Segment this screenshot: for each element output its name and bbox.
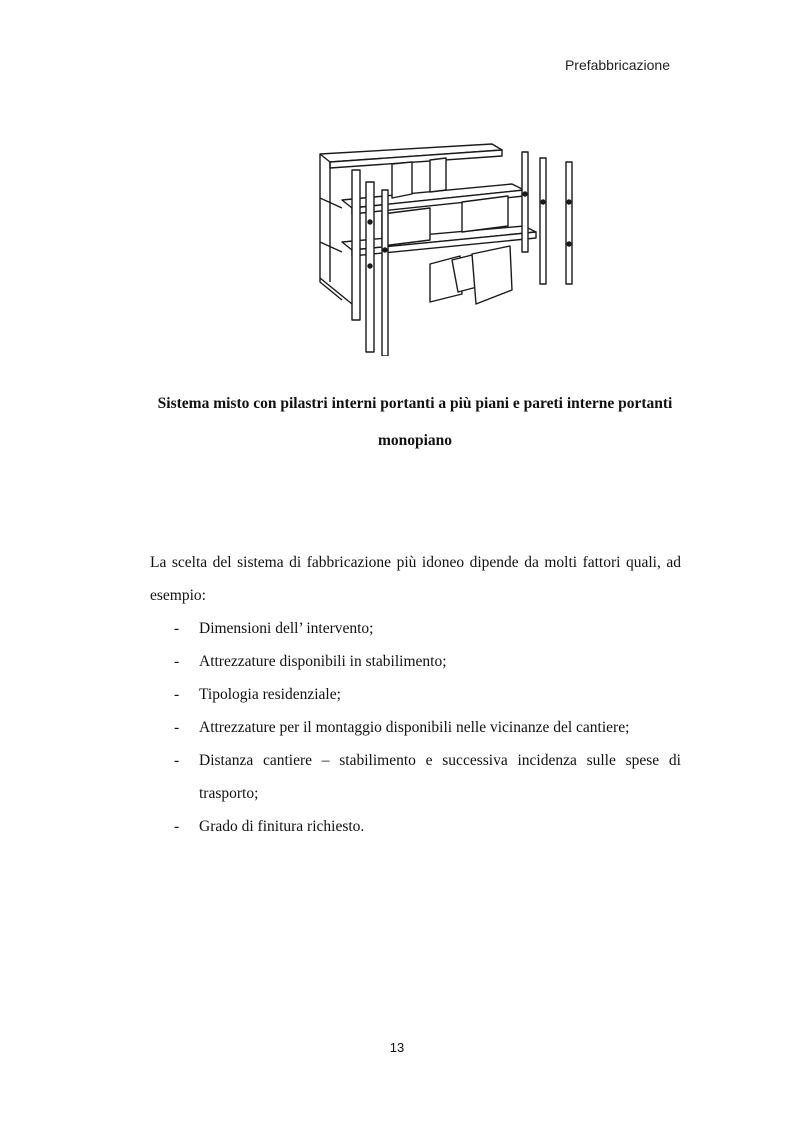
list-item-text: Dimensioni dell’ intervento;	[199, 620, 374, 637]
list-item	[150, 810, 681, 843]
running-header: Prefabbricazione	[564, 57, 670, 73]
list-item-text: Distanza cantiere – stabilimento e successiva incidenza sulle spese di trasporto;	[199, 752, 681, 802]
page-number: 13	[389, 1040, 405, 1055]
list-item	[150, 711, 681, 744]
figure-caption: Sistema misto con pilastri interni portanti a più piani e pareti interne portanti monopiano	[157, 395, 673, 449]
list-item-text: Attrezzature per il montaggio disponibili nelle vicinanze del cantiere;	[199, 719, 630, 736]
list-item	[150, 645, 681, 678]
intro-paragraph: La scelta del sistema di fabbricazione più idoneo dipende da molti fattori quali, ad esempio:	[150, 554, 681, 604]
body-text	[150, 546, 681, 843]
building-frame-illustration-icon	[312, 142, 592, 356]
list-item-text: Grado di finitura richiesto.	[199, 818, 365, 835]
list-item	[150, 612, 681, 645]
list-item-text: Attrezzature disponibili in stabilimento;	[199, 653, 447, 670]
list-dash: -	[174, 719, 180, 736]
list-item	[150, 678, 681, 711]
list-item-text: Tipologia residenziale;	[199, 686, 341, 703]
list-item	[150, 744, 681, 810]
list-dash: -	[174, 752, 180, 769]
list-dash: -	[174, 818, 180, 835]
list-dash: -	[174, 620, 180, 637]
factor-list	[150, 612, 681, 843]
list-dash: -	[174, 653, 180, 670]
list-dash: -	[174, 686, 180, 703]
